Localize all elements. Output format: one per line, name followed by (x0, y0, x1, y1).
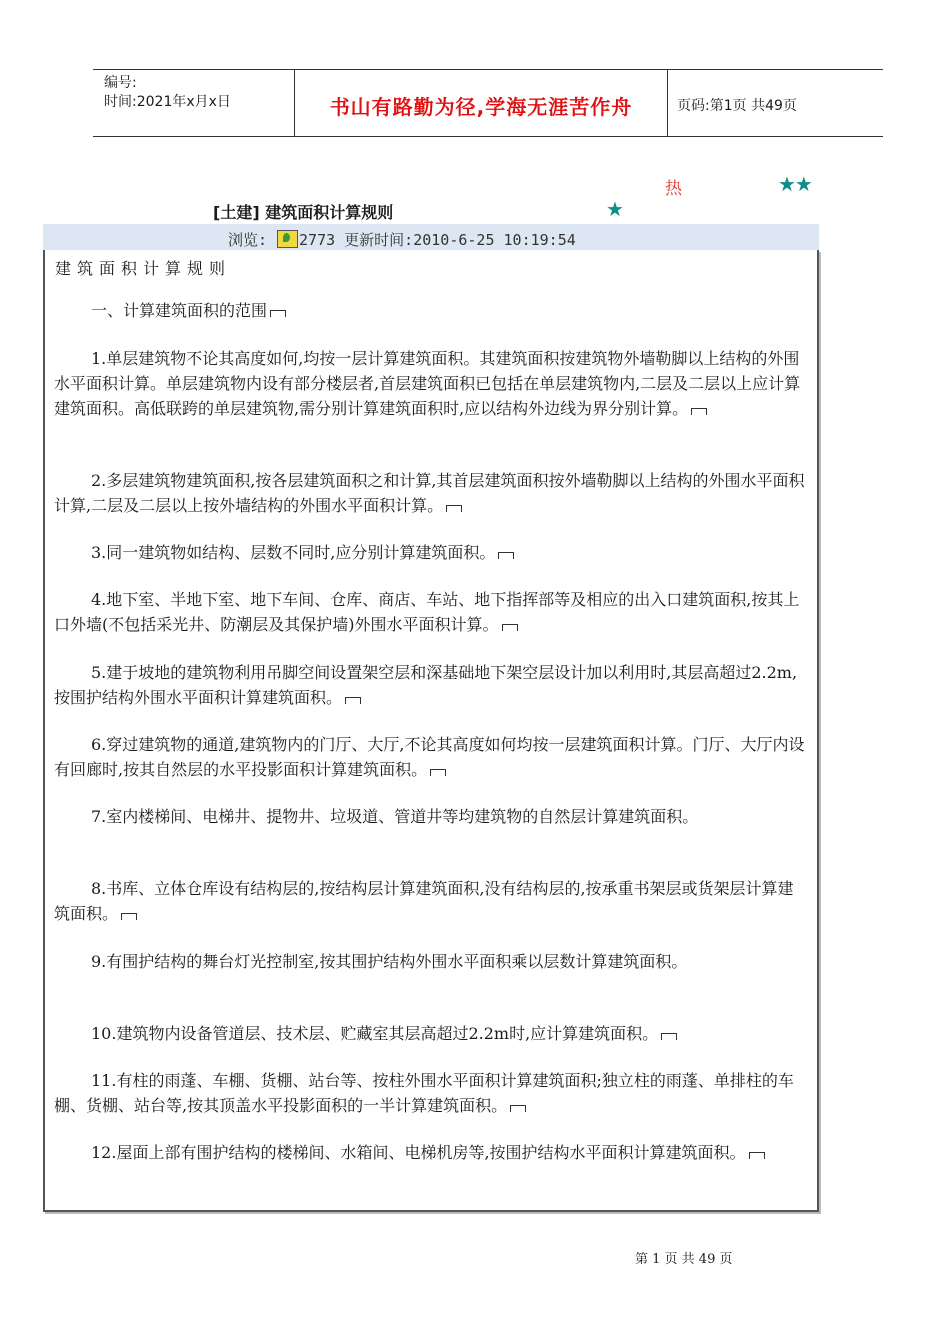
document-time-label: 时间:2021年x月x日 (104, 94, 231, 110)
return-mark-icon (498, 552, 514, 559)
paragraph: 一、计算建筑面积的范围 (54, 298, 806, 323)
document-header-table (93, 69, 883, 137)
paragraph: 9.有围护结构的舞台灯光控制室,按其围护结构外围水平面积乘以层数计算建筑面积。 (91, 952, 688, 971)
return-mark-icon (510, 1105, 526, 1112)
paragraph: 6.穿过建筑物的通道,建筑物内的门厅、大厅,不论其高度如何均按一层建筑面积计算。门厅、大厅内设有回廊时,按其自然层的水平投影面积计算建筑面积。 (54, 735, 805, 779)
return-mark-icon (121, 913, 137, 920)
rating-stars-icon: ★★ (778, 172, 812, 196)
return-mark-icon (345, 697, 361, 704)
page-footer: 第 1 页 共 49 页 (635, 1252, 733, 1267)
paragraph: 1.单层建筑物不论其高度如何,均按一层计算建筑面积。其建筑面积按建筑物外墙勒脚以上结构的外围水平面积计算。单层建筑物内设有部分楼层者,首层建筑面积已包括在单层建筑物内,二层及二层以上应计算建筑面积。高低联跨的单层建筑物,需分别计算建筑面积时,应以结构外边线为界分别计算。 (54, 349, 801, 418)
paragraph: 11.有柱的雨蓬、车棚、货棚、站台等、按柱外围水平面积计算建筑面积;独立柱的雨蓬、单排柱的车棚、货棚、站台等,按其顶盖水平投影面积的一半计算建筑面积。 (54, 1071, 794, 1115)
return-mark-icon (446, 505, 462, 512)
meta-text: 2773 更新时间:2010-6-25 10:19:54 (299, 231, 576, 249)
content-title: 建筑面积计算规则 (55, 259, 232, 278)
article-meta (228, 229, 576, 250)
return-mark-icon (749, 1152, 765, 1159)
paragraph: 3.同一建筑物如结构、层数不同时,应分别计算建筑面积。 (54, 540, 806, 565)
paragraph: 7.室内楼梯间、电梯井、提物井、垃圾道、管道井等均建筑物的自然层计算建筑面积。 (91, 807, 699, 826)
hot-label: 热 (665, 179, 682, 199)
browse-label: 浏览: (228, 231, 268, 249)
paragraph: 5.建于坡地的建筑物利用吊脚空间设置架空层和深基础地下架空层设计加以利用时,其层高超过2.2m,按围护结构外围水平面积计算建筑面积。 (54, 663, 798, 707)
document-number-label: 编号: (104, 75, 137, 91)
star-icon: ★ (606, 197, 624, 221)
return-mark-icon (430, 769, 446, 776)
return-mark-icon (661, 1033, 677, 1040)
return-mark-icon (502, 624, 518, 631)
paragraph: 8.书库、立体仓库设有结构层的,按结构层计算建筑面积,没有结构层的,按承重书架层或货架层计算建筑面积。 (54, 879, 794, 923)
paragraph: 10.建筑物内设备管道层、技术层、贮藏室其层高超过2.2m时,应计算建筑面积。 (54, 1021, 806, 1046)
page-info: 页码:第1页 共49页 (677, 98, 797, 114)
header-right-cell (668, 70, 883, 136)
article-content-box (43, 250, 819, 1212)
browse-count-icon (277, 230, 298, 248)
paragraph: 12.屋面上部有围护结构的楼梯间、水箱间、电梯机房等,按围护结构水平面积计算建筑面积。 (54, 1140, 806, 1165)
motto-text: 书山有路勤为径,学海无涯苦作舟 (329, 95, 633, 119)
article-title: [土建] 建筑面积计算规则 (213, 203, 394, 222)
return-mark-icon (270, 310, 286, 317)
paragraph: 2.多层建筑物建筑面积,按各层建筑面积之和计算,其首层建筑面积按外墙勒脚以上结构的外围水平面积计算,二层及二层以上按外墙结构的外围水平面积计算。 (54, 471, 805, 515)
return-mark-icon (691, 408, 707, 415)
paragraph: 4.地下室、半地下室、地下车间、仓库、商店、车站、地下指挥部等及相应的出入口建筑面积,按其上口外墙(不包括采光井、防潮层及其保护墙)外围水平面积计算。 (54, 590, 800, 634)
header-left-cell (93, 70, 295, 136)
header-middle-cell (295, 70, 668, 136)
